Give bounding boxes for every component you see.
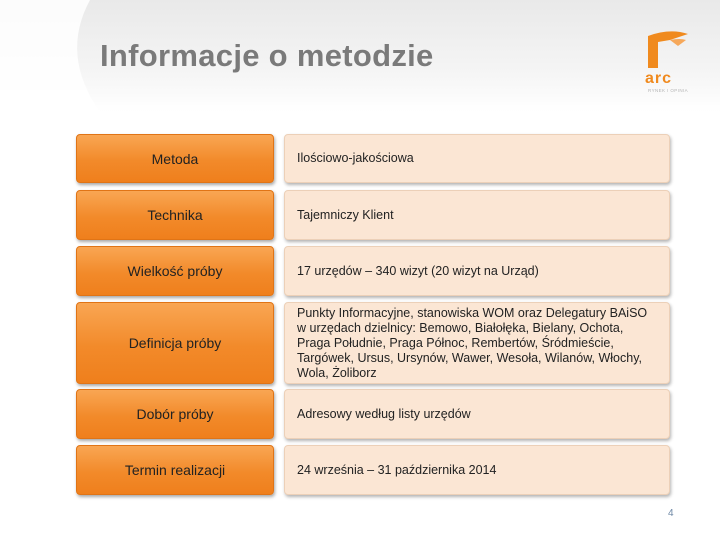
table-row xyxy=(76,246,670,296)
logo-wordmark: arc xyxy=(645,70,673,87)
table-row xyxy=(76,134,670,183)
page-number: 4 xyxy=(668,508,674,519)
table-row xyxy=(76,389,670,439)
row-value: Tajemniczy Klient xyxy=(284,190,670,240)
logo-tagline: RYNEK I OPINIA xyxy=(648,88,689,93)
row-value: Punkty Informacyjne, stanowiska WOM oraz Delegatury BAiSO w urzędach dzielnicy: Bemowo, Białołęka, Bielany, Ochota, Praga Południe, Praga Północ, Rembertów, Śródmieście, Targówek, Ursus, Ursynów, Wawer, Wesoła, Wilanów, Włochy, Wola, Żoliborz xyxy=(284,302,670,384)
table-row xyxy=(76,190,670,240)
row-label: Dobór próby xyxy=(76,389,274,439)
row-label: Metoda xyxy=(76,134,274,183)
table-row xyxy=(76,302,670,384)
row-label: Definicja próby xyxy=(76,302,274,384)
page-title: Informacje o metodzie xyxy=(100,38,434,73)
row-value: Adresowy według listy urzędów xyxy=(284,389,670,439)
row-value: 17 urzędów – 340 wizyt (20 wizyt na Urząd) xyxy=(284,246,670,296)
row-value: 24 września – 31 października 2014 xyxy=(284,445,670,495)
row-value: Ilościowo-jakościowa xyxy=(284,134,670,183)
row-label: Termin realizacji xyxy=(76,445,274,495)
table-row xyxy=(76,445,670,495)
row-label: Technika xyxy=(76,190,274,240)
row-label: Wielkość próby xyxy=(76,246,274,296)
